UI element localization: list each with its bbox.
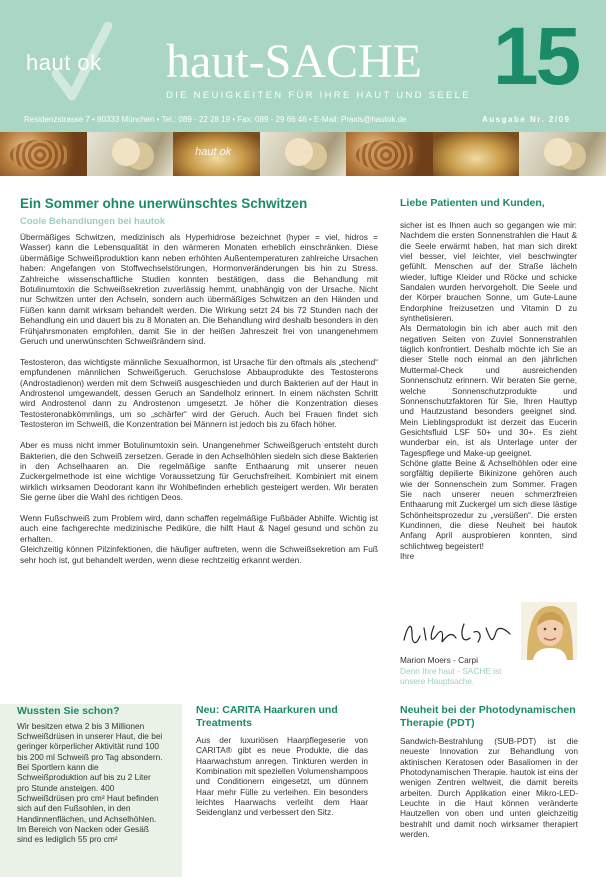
editor-letter xyxy=(400,196,577,687)
letter-salutation: Liebe Patienten und Kunden, xyxy=(400,197,545,209)
signer-name: Marion Moers - Carpi xyxy=(400,655,478,665)
info-box-pdt xyxy=(400,704,578,839)
handwritten-signature-icon xyxy=(400,614,520,654)
box-title: Neu: CARITA Haarkuren und Treatments xyxy=(196,704,338,729)
edition-label: Ausgabe Nr. 2/09 xyxy=(482,115,571,124)
treatment-photo xyxy=(87,132,174,176)
letter-paragraph: Als Dermatologin bin ich aber auch mit den negativen Seiten von Zuviel Sonnenstrahlen täglich konfrontiert. Deshalb möchte ich Sie an dieser Stelle noch einmal an den jährlichen Muttermal-Check und ausreichenden Sonnenschutz erinnern. Wir beraten Sie gerne, welche Sonnenschutzprodukte und Sonnenschutzfaktoren für Sie, Ihren Hauttyp und Hautzustand besonders geeignet sind. Mein Lieblingsprodukt ist derzeit das Eucerin Gesichtsfluid LSF 50+ und 30+. Es zieht wunderbar ein, ist als Unterlage unter der Tagespflege und Make-up geeignet. xyxy=(400,323,577,458)
treatment-photo xyxy=(260,132,347,176)
contact-info: Residenzstrasse 7 • 80333 München • Tel.: 089 - 22 28 19 • Fax: 089 - 29 66 46 • E-Mail: Praxis@hautok.de xyxy=(24,115,407,124)
letter-paragraph: Schöne glatte Beine & Achselhöhlen oder eine sorgfältig depilierte Bikinizone gehören auch wie der Sonnenschein zum Sommer. Fragen Sie nach unserer neuen schmerzfreien Enthaarung mit Zuckergel um sich diese lästige Schönheitsprozedur zu „versüßen“. Die ersten Kundinnen, die diese Neuheit bei hautok Anfang April ausprobieren konnten, sind schlichtweg begeistert! xyxy=(400,457,577,551)
info-box-carita xyxy=(196,704,368,818)
author-portrait xyxy=(521,602,577,660)
box-title: Neuheit bei der Photodynamischen Therapie (PDT) xyxy=(400,704,576,729)
info-box-did-you-know xyxy=(0,704,182,877)
article-headline: Ein Sommer ohne unerwünschtes Schwitzen xyxy=(20,196,308,211)
signer-caption: Denn Ihre haut - SACHE ist unsere Hauptsache. xyxy=(400,666,502,687)
box-text: Aus der luxuriösen Haarpflegeserie von CARITA® gibt es neue Produkte, die das Haarwachstum anregen. Tinkturen werden in Kombination mit speziellen Volumenshampoos und Conditionern eingesetzt, um dünnem Haar mehr Fülle zu verleihen. Ein besonders leichtes Haarwachs verleiht dem Haar Seidenglanz und verbessert den Sitz. xyxy=(196,735,368,818)
letter-body xyxy=(400,220,577,561)
main-article xyxy=(20,196,378,565)
treatment-photo xyxy=(519,132,606,176)
chocolate-spa-photo xyxy=(346,132,433,176)
box-text: Wir besitzen etwa 2 bis 3 Millionen Schweißdrüsen in unserer Haut, die bei geringer körperlicher Aktivität rund 100 bis 200 ml Schweiß pro Tag absondern. Bei Sportlern kann die Schweißproduktion auf bis zu 2 Liter pro Stunde ansteigen. 400 Schweißdrüsen pro cm² Haut befinden sich auf den Fußsohlen, in den Handinnenflächen, und Achselhöhlen. Im Bereich von Nacken oder Gesäß sind es lediglich 55 pro cm² xyxy=(17,720,163,845)
article-paragraph: Aber es muss nicht immer Botulinumtoxin sein. Unangenehmer Schweißgeruch entsteht durch Bakterien, die den Schweiß zersetzen. Gerade in den Achselhöhlen siedeln sich diese Bakterien in den Achselhaaren an. Die regelmäßige sanfte Enthaarung mit unserer neuen Zuckergelmethode ist eine wichtige Voraussetzung für Geruchsfreiheit. Kombiniert mit einem wirklich wirksamen Deodorant kann ihr Wohlbefinden erheblich gesteigert werden. Wir beraten Sie gerne über die Wahl des richtigen Deos. xyxy=(20,440,378,503)
article-paragraph: Testosteron, das wichtigste männliche Sexualhormon, ist Ursache für den oftmals als „stechend“ empfundenen männlichen Schweißgeruch. Geruchslose Abbauprodukte des Testosterons (Androstadienon) werden mit dem Schweiß ausgeschieden und durch Bakterien auf der Haut in Androstenol umgewandelt, dessen Geruch an Sandelholz erinnert. In einem nächsten Schritt wird Androstenol dann zu Androstenon umgesetzt. Je höher die Konzentration dieses Testosteronabkömmlings, um so „schärfer“ wird der Geruch. Auch bei Frauen findet sich Testosteron im Schweiß, die Konzentration bei Männern ist jedoch bis zu 6fach höher. xyxy=(20,356,378,430)
branded-cream-photo xyxy=(173,132,260,176)
letter-closing: Ihre xyxy=(400,551,415,561)
article-body xyxy=(20,232,378,565)
newsletter-tagline: DIE NEUIGKEITEN FÜR IHRE HAUT UND SEELE xyxy=(166,90,471,101)
article-paragraph: Wenn Fußschweiß zum Problem wird, dann schaffen regelmäßige Fußbäder Abhilfe. Wichtig ist auch eine fachgerechte medizinische Pediküre, die hilft Haut & Nagel gesund und schön zu erhalten. xyxy=(20,512,378,544)
chocolate-spa-photo xyxy=(0,132,87,176)
letter-paragraph: sicher ist es Ihnen auch so gegangen wie mir: Nachdem die ersten Sonnenstrahlen die Haut & die Seele erwärmt haben, hat man sich direkt viel besser, viel leichter, viel beschwingter gefühlt. Menschen auf der Straße lächeln wieder, luftige Kleider und Röcke und schicke Sandalen wurden hervorgeholt. Die Seele und der Körper brauchen Sonne, um Gute-Laune Endorphine freizusetzen und Vitamin D zu synthetisieren. xyxy=(400,220,577,324)
article-subtitle: Coole Behandlungen bei hautok xyxy=(20,216,166,227)
article-paragraph: Gleichzeitig können Pilzinfektionen, die häufiger auftreten, wenn die Schweißsekretion am Fuß sehr hoch ist, gut behandelt werden, wenn diese rechtzeitig erkannt werden. xyxy=(20,544,378,565)
newsletter-title: haut-SACHE xyxy=(166,35,422,88)
box-title: Wussten Sie schon? xyxy=(17,705,120,717)
box-text: Sandwich-Bestrahlung (SUB-PDT) ist die neueste Innovation zur Behandlung von aktinischen Keratosen oder Basaliomen in der Photodynamischen Therapie. hautok ist eins der wenigen Zentren weltweit, die damit bereits arbeiten. Durch Applikation einer Mikro-LED-Leuchte in die Haut können veränderte Hautzellen von oben und unten gleichzeitig bestrahlt und damit noch wirksamer therapiert werden. xyxy=(400,736,578,840)
brand-logo-text: haut ok xyxy=(26,50,102,75)
masthead xyxy=(0,0,606,132)
issue-number: 15 xyxy=(493,11,579,102)
photo-brand-text: haut ok xyxy=(195,146,232,158)
photo-banner xyxy=(0,132,606,176)
article-paragraph: Übermäßiges Schwitzen, medizinisch als Hyperhidrose bezeichnet (hyper = viel, hidros = Wasser) kann die Lebensqualität in den wärmeren Monaten erheblich einschränken. Diese übermäßige Schweißproduktion kann neben erhöhten Außentemperaturen zahlreiche Ursachen haben: Angefangen von Stoffwechselstörungen, Hormonveränderungen bis hin zu Stress. Zahlreiche wissenschaftliche Studien konnten bestätigen, dass die Behandlung mit Botulinumtoxin die Schweißsekretion zuverlässig hemmt, unabhängig von der Ursache. Nicht nur Schwitzen unter den Achseln, sondern auch übermäßiges Schwitzen an den Händen und Füßen kann damit wirksam behandelt werden. Die Wirkung setzt 24 bis 72 Stunden nach der Behandlung ein und dauert bis zu 8 Monaten an. Die Behandlung wird deshalb besonders in den Frühjahrsmonaten empfohlen, damit Sie in der heißen Jahreszeit frei von unangenehmem Geruch und unerwünschten Schweißrändern sind. xyxy=(20,232,378,347)
cream-photo xyxy=(433,132,520,176)
